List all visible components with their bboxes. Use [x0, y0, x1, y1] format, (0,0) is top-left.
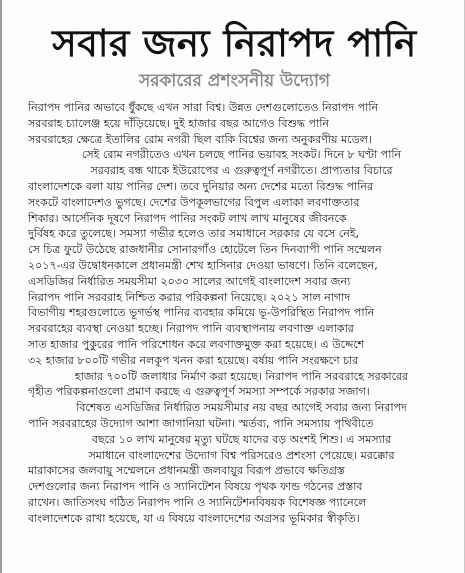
article-line: ৩২ হাজার ৮০০টি গভীর নলকূপ খনন করা হয়েছে। বর্ষায় পানি সংরক্ষণে চার	[28, 353, 359, 367]
article-line: বিভাগীয় শহরগুলোতে ভূগর্ভস্থ পানির ব্যবহার কমিয়ে ভূ-উপরিস্থিত নিরাপদ পানি	[28, 306, 375, 320]
article-line: সাত হাজার পুকুরের পানি পরিশোধন করে লবণাক্তমুক্ত করা হয়েছে। এ উদ্দেশে	[28, 337, 365, 351]
article-line: ২০১৭-এর উদ্বোধনকালে প্রধানমন্ত্রী শেখ হাসিনার দেওয়া ভাষণে। তিনি বলেছেন,	[28, 258, 378, 272]
article-line: শিকার। আর্সেনিক দূষণে নিরাপদ পানির সংকট লাখ লাখ মানুষের জীবনকে	[28, 211, 347, 225]
article-line: বছরে ১০ লাখ মানুষের মৃত্যু ঘটছে যাদের বড় অংশই শিশু। এ সমস্যার	[91, 432, 392, 446]
article-line: বিশেষত এসডিজির নির্ধারিত সময়সীমার নয় বছর আগেই সবার জন্য নিরাপদ	[76, 401, 407, 415]
article-line: বাংলাদেশকে বলা যায় পানির দেশ। তবে দুনিয়ার অন্য দেশের মতো বিশুদ্ধ পানির	[28, 179, 374, 193]
article-body	[28, 100, 455, 527]
article-line: নিরাপদ পানির অভাবে ধুঁকছে এখন সারা বিশ্ব। উন্নত দেশগুলোতেও নিরাপদ পানি	[28, 101, 379, 114]
article-line: নিরাপদ পানি সরবরাহ নিশ্চিত করার পরিকল্পনা নিয়েছে। ২০২১ সাল নাগাদ	[28, 290, 351, 304]
article-line: মারাকাসের জলবায়ু সম্মেলনে প্রধানমন্ত্রী জলবায়ুর বিরূপ প্রভাবে ক্ষতিগ্রস্ত	[28, 464, 345, 478]
article-line: পানি সরবরাহের উদ্যোগ আশা জাগানিয়া ঘটনা। স্মর্তব্য, পানি সমস্যায় পৃথিবীতে	[28, 416, 374, 430]
article-subheadline: সরকারের প্রশংসনীয় উদ্যোগ	[138, 71, 331, 91]
article-line: সে চিত্র ফুটে উঠেছে রাজধানীর সোনারগাঁও হোটেলে তিন দিনব্যাপী পানি সম্মেলন	[28, 243, 382, 257]
article-line: সরবরাহ চ্যালেঞ্জ হয়ে দাঁড়িয়েছে। দুই হাজার বছর আগেও বিশুদ্ধ পানি	[28, 116, 329, 130]
article-line: বাংলাদেশকে রাখা হয়েছে, যা এ বিষয়ে বাংলাদেশের অগ্রসর ভূমিকার স্বীকৃতি।	[28, 511, 360, 525]
article-line: দুর্বিষহ করে তুলেছে। সমস্যা গভীর হলেও তার সমাধানে সরকার যে বসে নেই,	[28, 227, 360, 241]
article-line: রাখেন। জাতিসংঘ গঠিত নিরাপদ পানি ও স্যানিটেশনবিষয়ক বিশেষজ্ঞ প্যানেলে	[28, 495, 367, 509]
article-line: সমাধানে বাংলাদেশের উদ্যোগ বিশ্ব পরিসরেও প্রশংসা পেয়েছে। মরক্কোর	[88, 448, 395, 462]
article-line: সরবরাহ বন্ধ থাকে ইউরোপের এ গুরুত্বপূর্ণ নগরীতে। প্রাপ্যতার বিচারে	[90, 164, 393, 178]
article-line: সেই রোম নগরীতেও এখন চলছে পানির ভয়াবহ সংকট। দিনে ৮ ঘণ্টা পানি	[81, 148, 402, 162]
article-line: এসডিজির নির্ধারিত সময়সীমা ২০৩০ সালের আগেই বাংলাদেশ সবার জন্য	[28, 274, 351, 288]
article-line: দেশগুলোর জন্য নিরাপদ পানি ও স্যানিটেশন বিষয়ে পৃথক ফান্ড গঠনের প্রস্তাব	[28, 480, 363, 494]
article-line: সরবরাহের ব্যবস্থা নেওয়া হচ্ছে। নিরাপদ পানি ব্যবস্থাপনায় লবণাক্ত এলাকার	[28, 322, 354, 336]
article-line: হাজার ৭০০টি জলাধার নির্মাণ করা হয়েছে। নিরাপদ পানি সরবরাহে সরকারের	[74, 369, 409, 383]
article-line: সংকটে বাংলাদেশও ভুগছে। দেশের উপকূলভাগের বিপুল এলাকা লবণাক্ততার	[28, 195, 360, 209]
article-line: গৃহীত পরিকল্পনাগুলো প্রমাণ করছে এ গুরুত্বপূর্ণ সমস্যা সম্পর্কে সরকার সজাগ।	[28, 385, 370, 399]
article-headline: সবার জন্য নিরাপদ পানি	[52, 21, 417, 65]
article-line: সরবরাহের ক্ষেত্রে ইতালির রোম নগরী ছিল বাকি বিশ্বের জন্য অনুকরণীয় মডেল।	[28, 132, 372, 146]
